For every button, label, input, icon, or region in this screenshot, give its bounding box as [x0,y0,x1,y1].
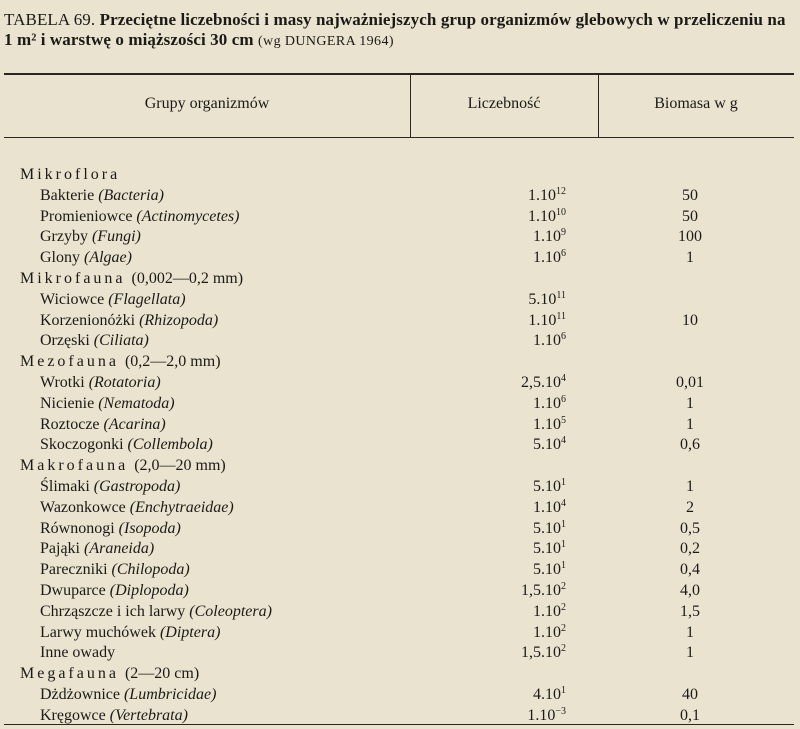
biomass-cell: 0,1 [680,706,700,724]
count-cell [470,520,566,538]
count-cell [470,291,566,309]
count-base: 4.10 [533,686,561,703]
count-base: 1.10 [528,186,556,204]
count-exponent: 12 [556,185,566,197]
section-range: (0,002—0,2 mm) [131,270,244,287]
organism-name [40,582,189,600]
section-heading [20,457,226,475]
count-base: 1.10 [533,623,561,641]
count-base: 5.10 [528,290,557,308]
organism-polish-name: Nicienie [40,394,95,412]
organism-latin-name: (Fungi) [91,228,141,246]
section-range: (2—20 cm) [124,665,200,683]
organism-name [40,624,220,642]
organism-polish-name: Bakterie [40,186,95,204]
organism-latin-name: (Lumbricidae) [123,686,217,703]
count-base: 1,5.10 [521,582,561,599]
count-cell [470,707,566,725]
organism-name [40,603,272,621]
count-base: 5.10 [533,561,561,579]
organism-polish-name: Larwy muchówek [40,623,156,641]
organism-name [40,374,161,392]
header-group: Grupy organizmów [144,95,270,112]
count-exponent: 11 [556,289,566,301]
count-cell [470,478,566,496]
biomass-cell: 1 [686,644,694,662]
organism-name [40,436,213,454]
organism-latin-name: (Actinomycetes) [136,207,240,225]
count-exponent: 2 [561,581,566,592]
count-cell [470,540,566,558]
organism-polish-name: Grzyby [40,228,88,246]
organism-polish-name: Pareczniki [40,561,108,579]
count-cell [470,499,566,517]
organism-latin-name: (Rotatoria) [88,374,161,391]
count-cell [470,644,566,662]
organism-latin-name: (Chilopoda) [111,561,190,579]
section-name: Makrofauna [20,457,129,475]
organism-latin-name: (Diptera) [159,623,221,641]
biomass-cell: 1 [686,415,694,433]
biomass-cell: 10 [682,311,698,329]
header-rule [4,137,794,138]
count-exponent: 9 [561,227,566,239]
header-biomass: Biomasa w g [654,95,738,112]
count-base: 5.10 [533,478,561,495]
count-cell [470,374,566,392]
organism-latin-name: (Ciliata) [93,332,149,350]
organism-name [40,478,180,496]
organism-name [40,291,186,309]
organism-latin-name: (Rhizopoda) [139,311,219,329]
organism-name [40,395,175,413]
count-cell [470,332,566,350]
organism-name [40,561,190,579]
count-cell [470,603,566,621]
section-name: Mezofauna [20,353,119,371]
count-exponent: 2 [561,622,566,634]
section-name: Megafauna [20,665,119,683]
top-rule [4,73,794,75]
organism-polish-name: Chrząszcze i ich larwy [40,602,186,620]
count-base: 1.10 [533,415,561,433]
biomass-cell: 50 [682,207,698,225]
section-range: (2,0—20 mm) [134,457,226,475]
count-exponent: 11 [556,310,566,322]
count-base: 1.10 [533,394,561,412]
count-exponent: 4 [561,435,566,447]
section-name: Mikrofauna [20,270,126,287]
organism-name [40,208,239,226]
organism-polish-name: Wrotki [40,374,85,391]
count-exponent: 1 [561,518,566,530]
biomass-cell: 50 [682,186,698,204]
organism-latin-name: (Diplopoda) [109,582,189,599]
count-exponent: 2 [561,643,566,655]
organism-polish-name: Roztocze [40,415,100,433]
organism-name [40,228,141,246]
table-caption-text: Przeciętne liczebności i masy najważniejszych grup organizmów glebowych w przeliczeniu na 1 m² i warstwę o miąższości 30 cm [4,10,786,49]
count-exponent: 2 [561,601,566,613]
organism-polish-name: Dwuparce [40,582,106,599]
organism-polish-name: Glony [40,249,80,267]
count-cell [470,436,566,454]
count-exponent: 1 [561,477,566,488]
organism-polish-name: Korzenionóżki [40,311,136,329]
biomass-cell: 0,6 [680,436,700,454]
section-heading [20,166,120,184]
section-heading [20,353,221,371]
organism-name [40,644,115,662]
count-exponent: 1 [561,539,566,551]
count-cell [470,312,566,330]
biomass-cell: 40 [682,686,698,703]
organism-latin-name: (Nematoda) [98,394,175,412]
biomass-cell: 0,5 [680,519,700,537]
organism-polish-name: Ślimaki [40,478,90,495]
biomass-cell: 0,4 [680,561,700,579]
organism-name [40,499,234,517]
organism-latin-name: (Collembola) [127,436,213,454]
count-base: 1,5.10 [521,644,561,662]
count-base: 1.10 [533,602,561,620]
organism-polish-name: Kręgowce [40,706,106,724]
count-cell [470,624,566,642]
biomass-cell: 1,5 [680,602,700,620]
count-base: 1.10 [533,249,561,267]
count-exponent: 6 [561,248,566,260]
biomass-cell: 100 [678,228,702,246]
organism-latin-name: (Isopoda) [118,519,181,537]
count-cell [470,395,566,413]
count-cell [470,249,566,267]
count-base: 1.10 [533,498,561,516]
organism-polish-name: Dżdżownice [40,686,120,703]
organism-name [40,187,164,205]
organism-name [40,332,149,350]
count-base: 1.10 [527,706,556,724]
count-base: 5.10 [533,436,561,454]
count-cell [470,187,566,205]
count-base: 1.10 [528,207,556,225]
count-cell [470,416,566,434]
section-heading [20,270,243,288]
organism-latin-name: (Flagellata) [108,290,186,308]
count-base: 1.10 [528,311,557,329]
organism-polish-name: Promieniowce [40,207,133,225]
count-exponent: 4 [561,497,566,509]
organism-polish-name: Orzęski [40,332,90,350]
organism-latin-name: (Enchytraeidae) [129,498,234,516]
table-number: TABELA 69. [4,10,96,29]
organism-polish-name: Inne owady [40,644,116,662]
section-name: Mikroflora [20,166,121,183]
count-base: 5.10 [533,540,561,558]
table-caption [4,10,794,52]
header-count: Liczebność [467,95,541,112]
count-base: 1.10 [533,228,561,246]
organism-polish-name: Pająki [40,540,80,558]
organism-latin-name: (Algae) [84,249,132,267]
count-exponent: 6 [561,393,566,405]
biomass-cell: 1 [686,249,694,267]
biomass-cell: 0,01 [676,374,704,391]
organism-polish-name: Wazonkowce [40,498,126,516]
biomass-cell: 1 [686,478,694,495]
count-exponent: 1 [561,685,566,696]
count-exponent: 5 [561,414,566,426]
organism-name [40,707,188,725]
bottom-rule [4,724,794,725]
organism-latin-name: (Bacteria) [98,186,164,204]
count-exponent: 6 [561,331,566,343]
organism-latin-name: (Coleoptera) [189,602,272,620]
organism-name [40,520,181,538]
organism-polish-name: Skoczogonki [40,436,124,454]
biomass-cell: 0,2 [680,540,700,558]
biomass-cell: 1 [686,623,694,641]
organism-name [40,540,154,558]
section-heading [20,665,199,683]
organism-polish-name: Równonogi [40,519,115,537]
organism-latin-name: (Acarina) [103,415,166,433]
count-cell [470,561,566,579]
count-cell [470,228,566,246]
count-cell [470,686,566,704]
count-cell [470,208,566,226]
table-source: (wg DUNGERA 1964) [258,34,394,49]
organism-name [40,312,218,330]
section-range: (0,2—2,0 mm) [124,353,221,371]
organism-name [40,416,166,434]
biomass-cell: 2 [686,498,694,516]
organism-polish-name: Wiciowce [40,290,105,308]
count-base: 2,5.10 [521,374,561,391]
count-cell [470,582,566,600]
biomass-cell: 4,0 [680,582,700,599]
count-base: 5.10 [533,519,561,537]
count-exponent: 1 [561,560,566,572]
organism-name [40,249,132,267]
count-base: 1.10 [533,332,561,350]
biomass-cell: 1 [686,394,694,412]
organism-latin-name: (Vertebrata) [109,706,188,724]
count-exponent: 4 [561,373,566,384]
organism-latin-name: (Araneida) [84,540,155,558]
organism-name [40,686,216,704]
count-exponent: −3 [555,705,566,717]
count-exponent: 10 [556,206,566,218]
organism-latin-name: (Gastropoda) [93,478,181,495]
